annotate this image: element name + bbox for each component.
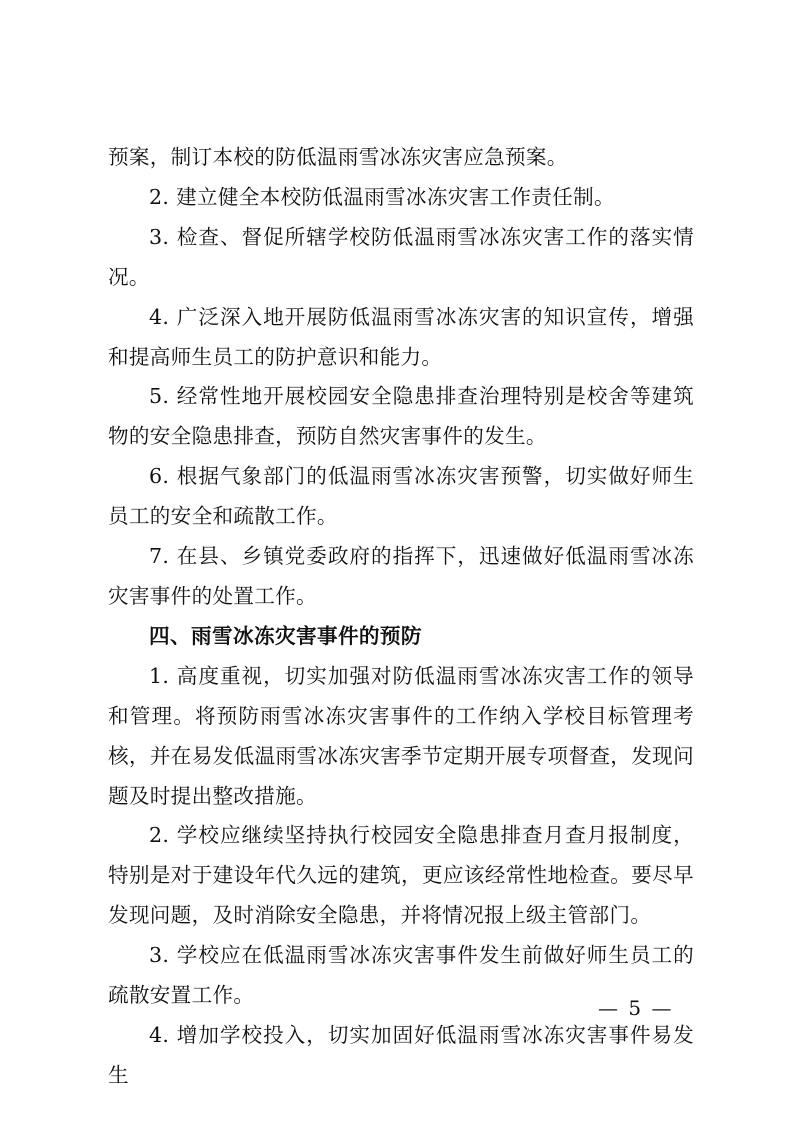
paragraph-prevention-2: 2. 学校应继续坚持执行校园安全隐患排查月查月报制度，特别是对于建设年代久远的建筑，更应该经常性地检查。要尽早发现问题，及时消除安全隐患，并将情况报上级主管部门。 xyxy=(108,823,694,928)
paragraph-prevention-1: 1. 高度重视，切实加强对防低温雨雪冰冻灾害工作的领导和管理。将预防雨雪冰冻灾害事件的工作纳入学校目标管理考核，并在易发低温雨雪冰冻灾害季节定期开展专项督查，发现问题及时提出整改措施。 xyxy=(108,663,694,808)
paragraph-prevention-3: 3. 学校应在低温雨雪冰冻灾害事件发生前做好师生员工的疏散安置工作。 xyxy=(108,943,694,1008)
paragraph-continued: 预案，制订本校的防低温雨雪冰冻灾害应急预案。 xyxy=(108,145,568,169)
paragraph-item-3: 3. 检查、督促所辖学校防低温雨雪冰冻灾害工作的落实情况。 xyxy=(108,224,694,289)
paragraph-item-2: 2. 建立健全本校防低温雨雪冰冻灾害工作责任制。 xyxy=(149,184,615,209)
paragraph-item-5: 5. 经常性地开展校园安全隐患排查治理特别是校舍等建筑物的安全隐患排查，预防自然灾害事件的发生。 xyxy=(108,384,694,449)
document-body xyxy=(108,138,694,1096)
paragraph-prevention-4: 4. 增加学校投入，切实加固好低温雨雪冰冻灾害事件易发生 xyxy=(108,1022,694,1087)
paragraph-item-6: 6. 根据气象部门的低温雨雪冰冻灾害预警，切实做好师生员工的安全和疏散工作。 xyxy=(108,464,694,529)
page-number: — 5 — xyxy=(598,996,674,1020)
paragraph-item-7: 7. 在县、乡镇党委政府的指挥下，迅速做好低温雨雪冰冻灾害事件的处置工作。 xyxy=(108,544,694,608)
paragraph-item-4: 4. 广泛深入地开展防低温雨雪冰冻灾害的知识宣传，增强和提高师生员工的防护意识和能力。 xyxy=(108,304,694,369)
section-heading: 四、雨雪冰冻灾害事件的预防 xyxy=(149,623,422,648)
